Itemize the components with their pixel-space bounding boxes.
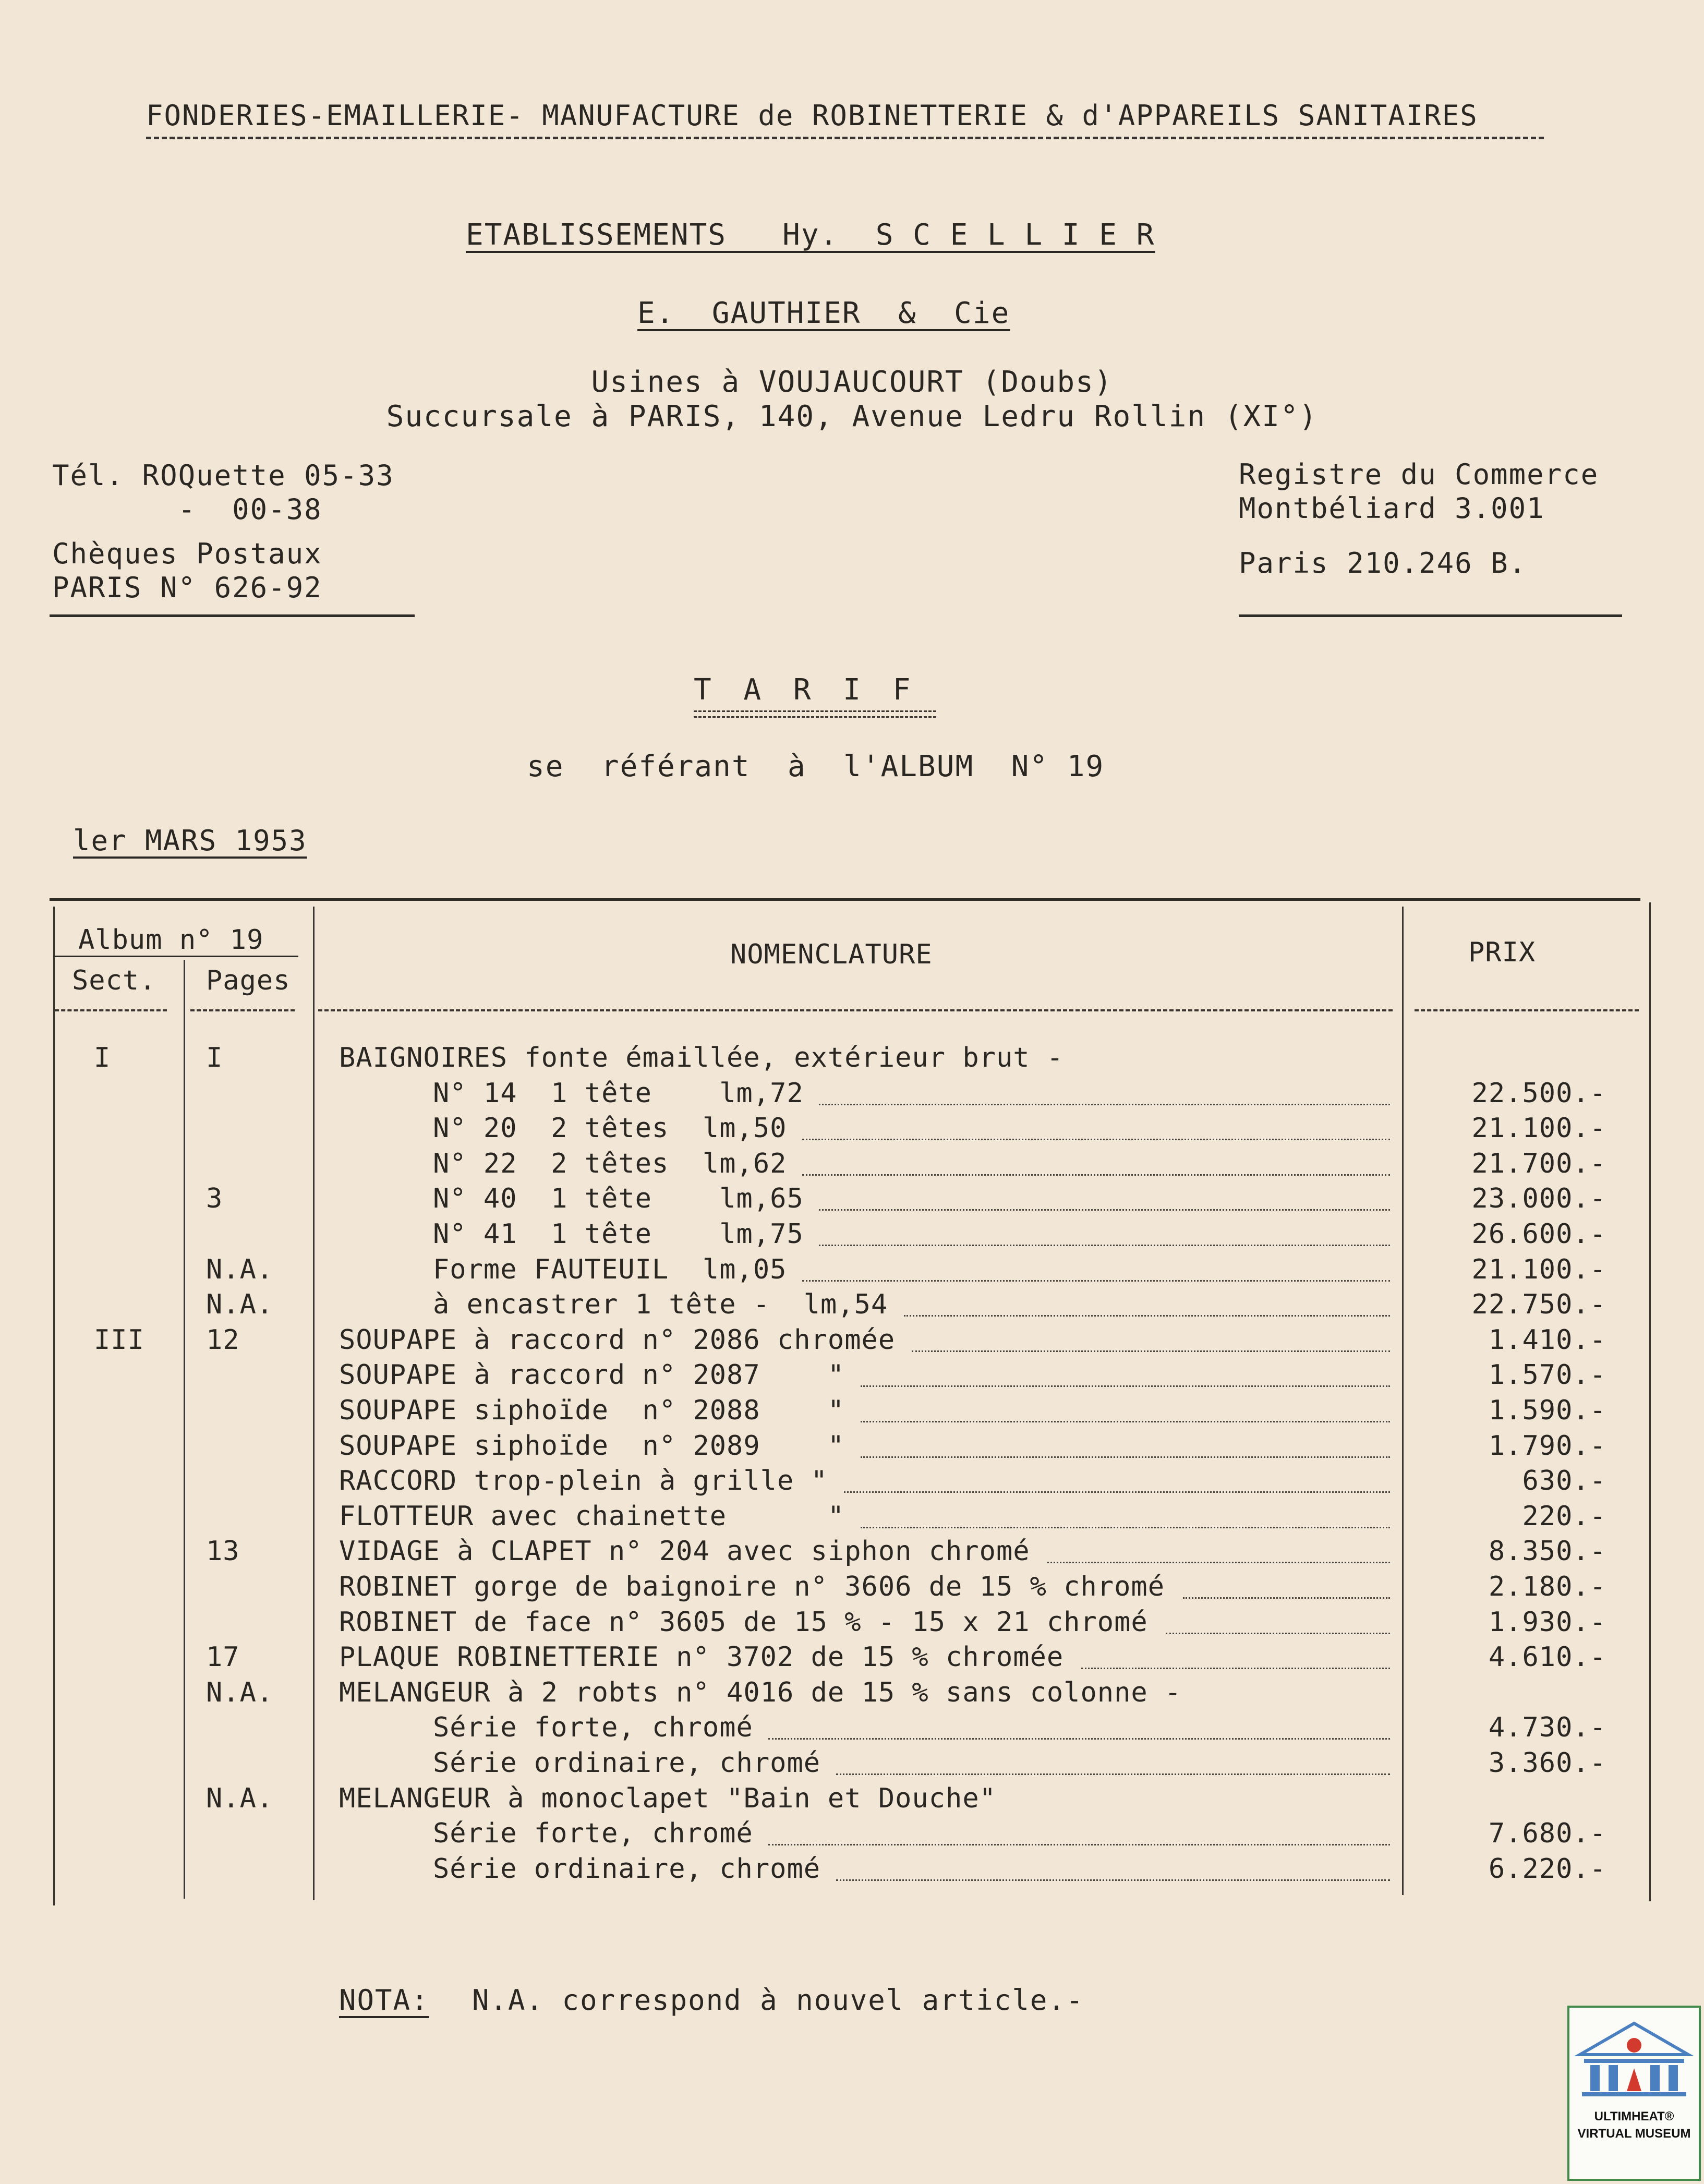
row-page: N.A. (206, 1782, 274, 1814)
row-price: 1.930.- (1488, 1606, 1606, 1638)
establishment-name: ETABLISSEMENTS Hy. S C E L L I E R (466, 218, 1155, 252)
row-leader-dots (904, 1315, 1390, 1317)
row-price: 2.180.- (1488, 1571, 1606, 1602)
table-row (0, 1818, 1704, 1852)
table-row (0, 1289, 1704, 1323)
row-price: 21.100.- (1471, 1113, 1606, 1144)
row-price: 23.000.- (1471, 1183, 1606, 1215)
row-price: 7.680.- (1488, 1818, 1606, 1850)
row-description: N° 40 1 tête lm,65 (433, 1183, 804, 1215)
row-description: Série ordinaire, chromé (433, 1747, 821, 1779)
row-leader-dots (861, 1527, 1390, 1528)
table-row (0, 1677, 1704, 1711)
row-leader-dots (768, 1738, 1390, 1740)
row-description: RACCORD trop-plein à grille " (339, 1465, 828, 1497)
row-leader-dots (1183, 1597, 1390, 1599)
table-row (0, 1042, 1704, 1077)
row-description: N° 22 2 têtes lm,62 (433, 1148, 787, 1179)
row-leader-dots (802, 1174, 1390, 1176)
logo-subtitle: VIRTUAL MUSEUM (1577, 2127, 1691, 2141)
prix-header: PRIX (1468, 937, 1536, 968)
row-leader-dots (1081, 1668, 1390, 1669)
row-leader-dots (1047, 1562, 1390, 1563)
row-leader-dots (844, 1491, 1390, 1493)
registre-montbeliard: Montbéliard 3.001 (1239, 492, 1545, 525)
table-row (0, 1853, 1704, 1888)
table-row (0, 1218, 1704, 1253)
table-row (0, 1183, 1704, 1217)
logo-brand: ULTIMHEAT® (1594, 2109, 1674, 2123)
row-leader-dots (861, 1385, 1390, 1387)
row-leader-dots (802, 1139, 1390, 1140)
row-leader-dots (802, 1280, 1390, 1282)
cheques-label: Chèques Postaux (52, 537, 322, 570)
row-leader-dots (768, 1844, 1390, 1845)
table-row (0, 1395, 1704, 1429)
succursale-line: Succursale à PARIS, 140, Avenue Ledru Rollin (XI°) (386, 400, 1318, 433)
row-price: 1.590.- (1488, 1395, 1606, 1426)
ultimheat-museum-logo (1567, 2006, 1701, 2181)
company-line: FONDERIES-EMAILLERIE- MANUFACTURE de ROBINETTERIE & d'APPAREILS SANITAIRES (146, 99, 1478, 132)
nomenclature-header: NOMENCLATURE (730, 939, 933, 970)
table-row (0, 1571, 1704, 1606)
row-leader-dots (861, 1456, 1390, 1458)
row-description: Série forte, chromé (433, 1818, 753, 1850)
row-description: SOUPAPE siphoïde n° 2089 " (339, 1430, 845, 1462)
table-row (0, 1359, 1704, 1394)
table-row (0, 1113, 1704, 1147)
table-row (0, 1642, 1704, 1676)
row-leader-dots (819, 1104, 1390, 1105)
row-price: 22.750.- (1471, 1289, 1606, 1321)
tarif-title: T A R I F (694, 673, 918, 707)
row-page: N.A. (206, 1676, 274, 1708)
row-price: 22.500.- (1471, 1077, 1606, 1109)
row-description: FLOTTEUR avec chainette " (339, 1500, 845, 1532)
row-price: 4.730.- (1488, 1712, 1606, 1744)
row-section: III (94, 1324, 144, 1356)
note-label: NOTA: (339, 1984, 429, 2017)
table-row (0, 1254, 1704, 1288)
partner-name: E. GAUTHIER & Cie (637, 296, 1010, 330)
table-row (0, 1430, 1704, 1465)
table-row (0, 1501, 1704, 1535)
row-leader-dots (819, 1245, 1390, 1246)
row-price: 26.600.- (1471, 1218, 1606, 1250)
usines-line: Usines à VOUJAUCOURT (Doubs) (591, 365, 1113, 399)
row-price: 21.100.- (1471, 1253, 1606, 1285)
row-description: SOUPAPE siphoïde n° 2088 " (339, 1395, 845, 1426)
row-section: I (94, 1042, 111, 1073)
sect-header: Sect. (72, 965, 156, 996)
row-description: VIDAGE à CLAPET n° 204 avec siphon chromé (339, 1536, 1030, 1567)
registre-label: Registre du Commerce (1239, 458, 1599, 491)
table-row (0, 1324, 1704, 1359)
row-price: 8.350.- (1488, 1536, 1606, 1567)
row-leader-dots (912, 1350, 1390, 1352)
table-row (0, 1783, 1704, 1817)
telephone-2: - 00-38 (52, 493, 322, 526)
album-header: Album n° 19 (78, 924, 264, 956)
row-leader-dots (836, 1879, 1390, 1881)
row-description: BAIGNOIRES fonte émaillée, extérieur brut - (339, 1042, 1064, 1073)
pages-header: Pages (206, 965, 291, 996)
table-row (0, 1712, 1704, 1746)
row-price: 6.220.- (1488, 1853, 1606, 1885)
row-price: 3.360.- (1488, 1747, 1606, 1779)
row-price: 4.610.- (1488, 1642, 1606, 1673)
row-description: N° 20 2 têtes lm,50 (433, 1113, 787, 1144)
row-description: à encastrer 1 tête - lm,54 (433, 1289, 888, 1321)
row-page: N.A. (206, 1253, 274, 1285)
row-page: 3 (206, 1183, 223, 1215)
row-page: I (206, 1042, 223, 1073)
row-description: PLAQUE ROBINETTERIE n° 3702 de 15 % chromée (339, 1642, 1064, 1673)
row-leader-dots (861, 1421, 1390, 1422)
row-description: N° 14 1 tête lm,72 (433, 1077, 804, 1109)
row-price: 1.570.- (1488, 1359, 1606, 1391)
row-price: 1.790.- (1488, 1430, 1606, 1462)
row-description: MELANGEUR à monoclapet "Bain et Douche" (339, 1782, 996, 1814)
row-leader-dots (819, 1209, 1390, 1211)
row-page: 12 (206, 1324, 240, 1356)
row-page: N.A. (206, 1289, 274, 1321)
table-row (0, 1747, 1704, 1782)
row-price: 220.- (1522, 1500, 1606, 1532)
row-description: N° 41 1 tête lm,75 (433, 1218, 804, 1250)
row-leader-dots (836, 1773, 1390, 1775)
row-price: 1.410.- (1488, 1324, 1606, 1356)
row-price: 21.700.- (1471, 1148, 1606, 1179)
registre-paris: Paris 210.246 B. (1239, 547, 1527, 580)
row-description: MELANGEUR à 2 robts n° 4016 de 15 % sans colonne - (339, 1676, 1182, 1708)
row-page: 17 (206, 1642, 240, 1673)
cheques-number: PARIS N° 626-92 (52, 571, 322, 604)
row-page: 13 (206, 1536, 240, 1567)
table-row (0, 1148, 1704, 1183)
table-row (0, 1536, 1704, 1570)
row-description: Forme FAUTEUIL lm,05 (433, 1253, 787, 1285)
row-description: SOUPAPE à raccord n° 2087 " (339, 1359, 845, 1391)
tarif-subtitle: se référant à l'ALBUM N° 19 (527, 750, 1105, 783)
museum-building-icon (1569, 2013, 1699, 2102)
note-text: N.A. correspond à nouvel article.- (472, 1984, 1084, 2017)
telephone-1: Tél. ROQuette 05-33 (52, 459, 394, 492)
row-leader-dots (1166, 1633, 1390, 1634)
table-row (0, 1607, 1704, 1641)
row-description: ROBINET gorge de baignoire n° 3606 de 15 % chromé (339, 1571, 1165, 1602)
row-description: SOUPAPE à raccord n° 2086 chromée (339, 1324, 896, 1356)
row-description: Série ordinaire, chromé (433, 1853, 821, 1885)
row-description: ROBINET de face n° 3605 de 15 % - 15 x 21 chromé (339, 1606, 1148, 1638)
row-price: 630.- (1522, 1465, 1606, 1497)
table-row (0, 1078, 1704, 1112)
row-description: Série forte, chromé (433, 1712, 753, 1744)
tarif-date: ler MARS 1953 (73, 824, 307, 857)
table-row (0, 1465, 1704, 1500)
